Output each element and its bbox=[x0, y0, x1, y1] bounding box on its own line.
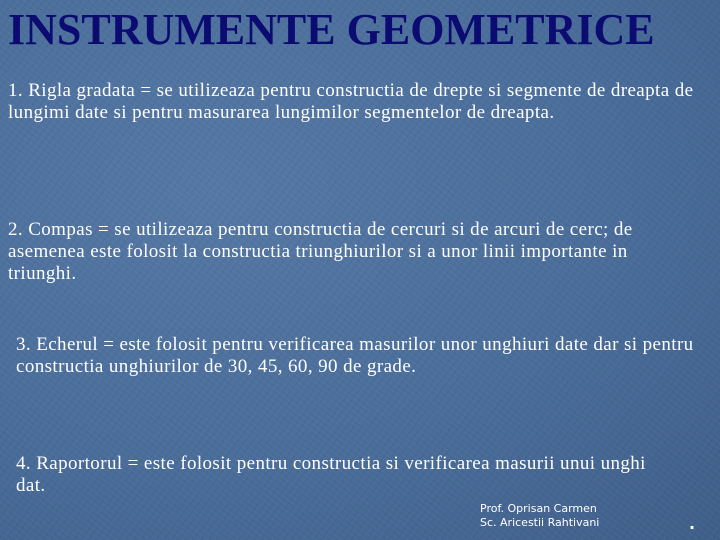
author-name: Prof. Oprisan Carmen bbox=[480, 502, 597, 515]
paragraph-raportor: 4. Raportorul = este folosit pentru constructia si verificarea masurii unui unghi dat. bbox=[16, 453, 646, 496]
slide-title: INSTRUMENTE GEOMETRICE bbox=[8, 5, 655, 54]
author-credits bbox=[480, 502, 599, 530]
paragraph-compas: 2. Compas = se utilizeaza pentru constructia de cercuri si de arcuri de cerc; de asemenea este folosit la constructia triunghiurilor si a unor linii importante in triunghi. bbox=[8, 219, 633, 284]
corner-mark: . bbox=[689, 514, 696, 533]
school-name: Sc. Aricestii Rahtivani bbox=[480, 516, 600, 529]
paragraph-echer: 3. Echerul = este folosit pentru verificarea masurilor unor unghiuri date dar si pentru constructia unghiurilor de 30, 45, 60, 90 de grade. bbox=[16, 334, 694, 377]
paragraph-rigla: 1. Rigla gradata = se utilizeaza pentru constructia de drepte si segmente de dreapta de lungimi date si pentru masurarea lungimilor segmentelor de dreapta. bbox=[8, 80, 694, 123]
